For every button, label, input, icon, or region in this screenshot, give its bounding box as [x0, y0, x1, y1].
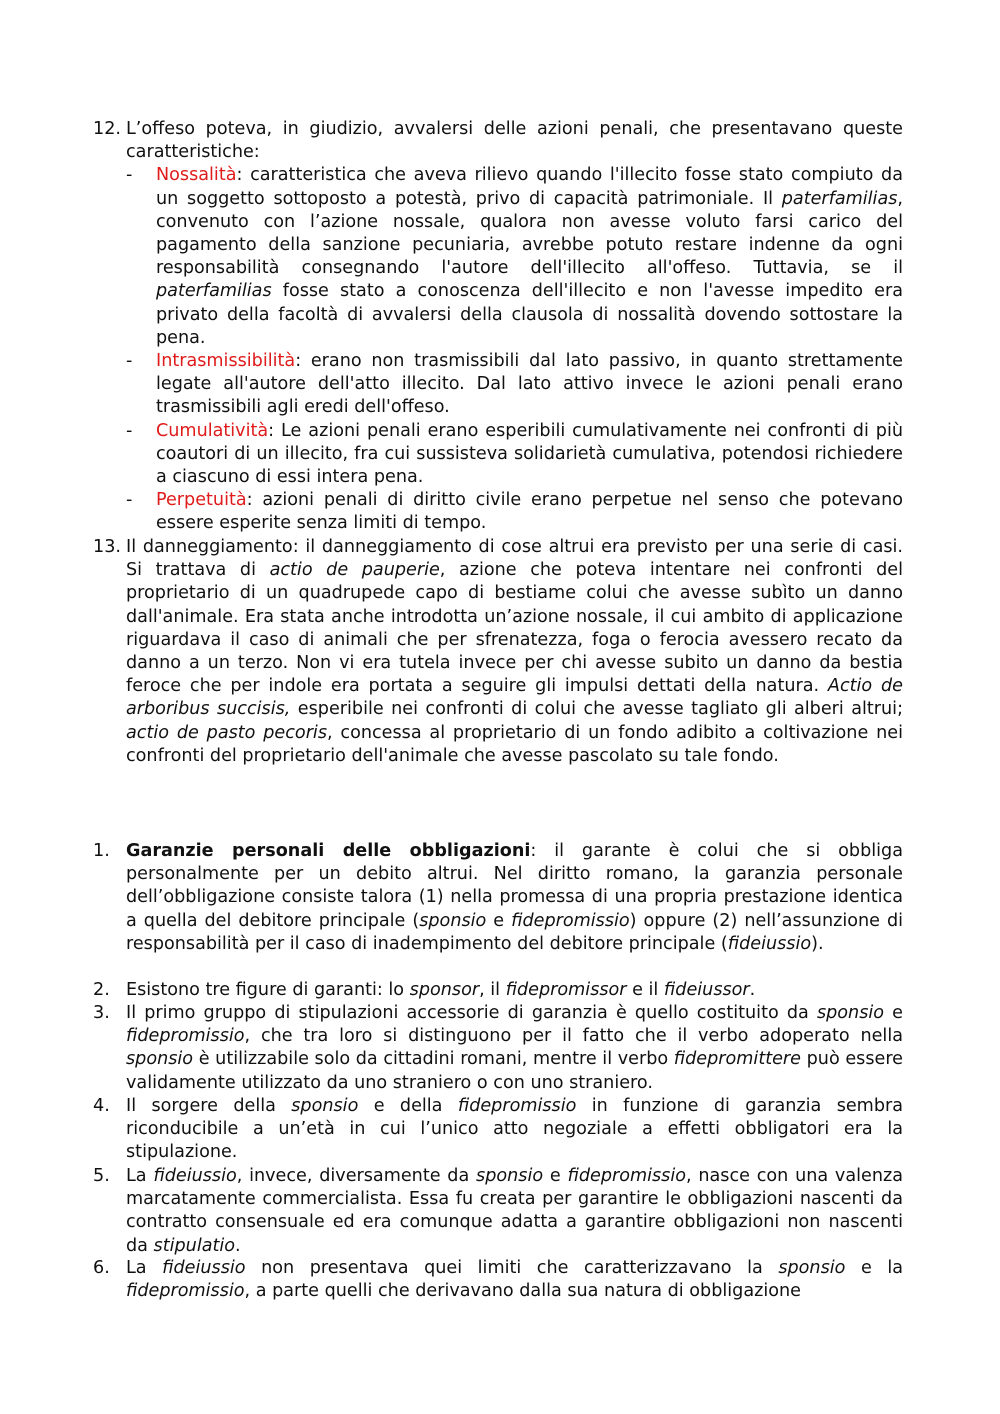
- term-highlight: Intrasmissibilità: [156, 351, 296, 372]
- list-item-2: [93, 979, 903, 1002]
- sub-item-intrasmissibilita: [126, 350, 903, 420]
- list-item-6: [93, 1257, 903, 1303]
- term-highlight: Perpetuità: [156, 490, 247, 511]
- list-item-13: [93, 536, 903, 768]
- list-number: 3.: [93, 1003, 110, 1023]
- list-number: 5.: [93, 1166, 110, 1186]
- dash-bullet: -: [126, 165, 133, 186]
- term-highlight: Nossalità: [156, 165, 237, 186]
- list-number: 6.: [93, 1258, 110, 1278]
- dash-bullet: -: [126, 490, 133, 511]
- term-highlight: Cumulatività: [156, 420, 269, 441]
- list-item-text: Esistono tre figure di garanti: lo sponsor, il fidepromissor e il fideiussor.: [126, 980, 756, 1000]
- list-number: 2.: [93, 980, 110, 1000]
- sub-item-cumulativita: [126, 420, 903, 490]
- sub-item-nossalita: [126, 164, 903, 350]
- list-item-4: [93, 1095, 903, 1165]
- list-item-12: [93, 118, 903, 536]
- list-item-5: [93, 1165, 903, 1258]
- list-number: 13.: [93, 537, 121, 557]
- list-number: 4.: [93, 1096, 110, 1116]
- list-item-text: La fideiussio non presentava quei limiti che caratterizzavano la sponsio e la fidepromissio, a parte quelli che derivavano dalla sua natura di obbligazione: [126, 1258, 903, 1302]
- list-item-text: Garanzie personali delle obbligazioni: il garante è colui che si obbliga personalmente per un debito altrui. Nel diritto romano, la garanzia personale dell’obbligazione consiste talora (1) nella promessa di una propria prestazione identica a quella del debitore principale (sponsio e fidepromissio) oppure (2) nell’assunzione di responsabilità per il caso di inadempimento del debitore principale (fideiussio).: [126, 841, 903, 954]
- list-item-text: Il danneggiamento: il danneggiamento di cose altrui era previsto per una serie di casi. Si trattava di actio de pauperie, azione che poteva intentare nei confronti del proprietario di un quadrupede capo di bestiame colui che avesse subìto un danno dall'animale. Era stata anche introdotta un’azione nossale, il cui ambito di applicazione riguardava il caso di animali che per sfrenatezza, foga o ferocia avessero recato da danno a un terzo. Non vi era tutela invece per chi avesse subito un danno da bestia feroce che per indole era portata a seguire gli impulsi dettati della natura. Actio de arboribus succisis, esperibile nei confronti di colui che avesse tagliato gli alberi altrui; actio de pasto pecoris, concessa al proprietario di un fondo adibito a coltivazione nei confronti del proprietario dell'animale che avesse pascolato su tale fondo.: [126, 537, 904, 766]
- list-item-text: Il primo gruppo di stipulazioni accessorie di garanzia è quello costituito da sponsio e fidepromissio, che tra loro si distinguono per il fatto che il verbo adoperato nella sponsio è utilizzabile solo da cittadini romani, mentre il verbo fidepromittere può essere validamente utilizzato da uno straniero o con uno straniero.: [126, 1003, 904, 1093]
- list-number: 1.: [93, 841, 110, 861]
- list-item-3: [93, 1002, 903, 1095]
- dash-bullet: -: [126, 420, 133, 441]
- list-item-text: L’offeso poteva, in giudizio, avvalersi delle azioni penali, che presentavano queste caratteristiche:: [126, 119, 903, 163]
- sub-item-text: Cumulatività: Le azioni penali erano esperibili cumulativamente nei confronti di più coautori di un illecito, fra cui sussisteva solidarietà cumulativa, potendosi richiedere a ciascuno di essi intera pena.: [156, 420, 903, 488]
- list-item-text: Il sorgere della sponsio e della fidepromissio in funzione di garanzia sembra riconducibile a un’età in cui l’unico atto negoziale a effetti obbligatori era la stipulazione.: [126, 1096, 904, 1163]
- list-item-text: La fideiussio, invece, diversamente da sponsio e fidepromissio, nasce con una valenza marcatamente commercialista. Essa fu creata per garantire le obbligazioni nascenti da contratto consensuale ed era comunque adatta a garantire obbligazioni non nascenti da stipulatio.: [126, 1166, 903, 1256]
- sub-item-text: Perpetuità: azioni penali di diritto civile erano perpetue nel senso che potevano essere esperite senza limiti di tempo.: [156, 490, 903, 534]
- list-item-1: [93, 840, 903, 956]
- list-number: 12.: [93, 119, 121, 139]
- sub-item-perpetuita: [126, 489, 903, 535]
- dash-bullet: -: [126, 351, 133, 372]
- bold-heading: Garanzie personali delle obbligazioni: [126, 841, 531, 861]
- sub-item-text: Intrasmissibilità: erano non trasmissibili dal lato passivo, in quanto strettamente legate all'autore dell'atto illecito. Dal lato attivo invece le azioni penali erano trasmissibili agli eredi dell'offeso.: [156, 351, 903, 418]
- sub-item-text: Nossalità: caratteristica che aveva rilievo quando l'illecito fosse stato compiuto da un soggetto sottoposto a potestà, privo di capacità patrimoniale. Il paterfamilias, convenuto con l’azione nossale, qualora non avesse voluto farsi carico del pagamento della sanzione pecuniaria, avrebbe potuto restare indenne da ogni responsabilità consegnando l'autore dell'illecito all'offeso. Tuttavia, se il paterfamilias fosse stato a conoscenza dell'illecito e non l'avesse impedito era privato della facoltà di avvalersi della clausola di nossalità dovendo sottostare la pena.: [156, 165, 903, 348]
